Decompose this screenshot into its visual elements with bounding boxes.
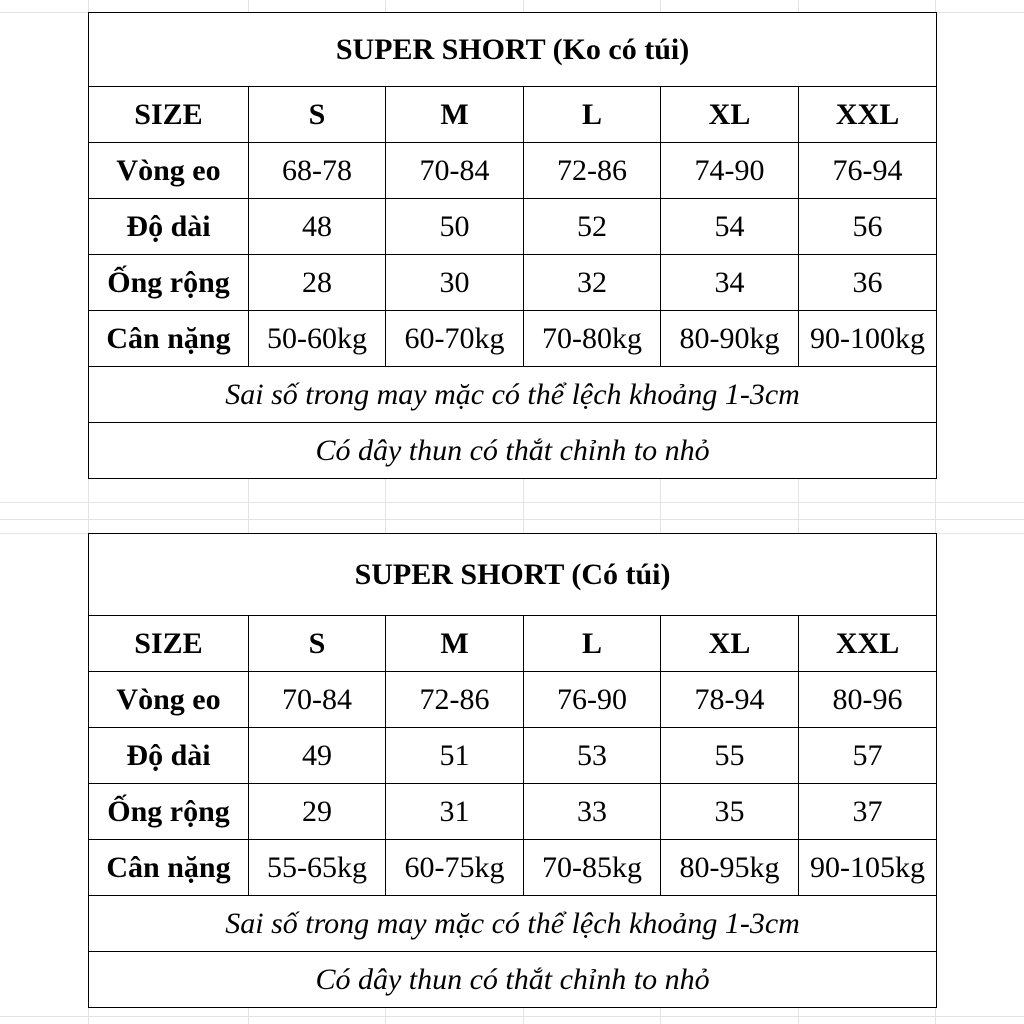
- table-cell: 68-78: [249, 143, 386, 199]
- table-cell: 30: [386, 255, 524, 311]
- table-cell: 37: [799, 784, 937, 840]
- table-row: [89, 728, 937, 784]
- note-tolerance: Sai số trong may mặc có thể lệch khoảng 1-3cm: [89, 367, 937, 423]
- note-tolerance: Sai số trong may mặc có thể lệch khoảng 1-3cm: [89, 896, 937, 952]
- table-cell: 60-75kg: [386, 840, 524, 896]
- table-cell: 32: [524, 255, 661, 311]
- table-cell: 28: [249, 255, 386, 311]
- row-label-weight: Cân nặng: [89, 311, 249, 367]
- table-cell: 35: [661, 784, 799, 840]
- note-elastic: Có dây thun có thắt chỉnh to nhỏ: [89, 952, 937, 1008]
- row-label-leg-width: Ống rộng: [89, 784, 249, 840]
- table-cell: 52: [524, 199, 661, 255]
- table-cell: 76-90: [524, 672, 661, 728]
- table-cell: 55-65kg: [249, 840, 386, 896]
- table-cell: 70-84: [386, 143, 524, 199]
- table-row: [89, 672, 937, 728]
- header-size: SIZE: [89, 616, 249, 672]
- table-cell: 50-60kg: [249, 311, 386, 367]
- table-cell: 90-100kg: [799, 311, 937, 367]
- table-cell: 57: [799, 728, 937, 784]
- table-cell: 72-86: [386, 672, 524, 728]
- table-cell: 48: [249, 199, 386, 255]
- row-label-waist: Vòng eo: [89, 143, 249, 199]
- table-title: SUPER SHORT (Có túi): [89, 534, 937, 616]
- header-s: S: [249, 87, 386, 143]
- table-cell: 50: [386, 199, 524, 255]
- table-cell: 51: [386, 728, 524, 784]
- table-cell: 70-80kg: [524, 311, 661, 367]
- table-cell: 76-94: [799, 143, 937, 199]
- table-cell: 60-70kg: [386, 311, 524, 367]
- table-cell: 80-95kg: [661, 840, 799, 896]
- row-label-weight: Cân nặng: [89, 840, 249, 896]
- row-label-waist: Vòng eo: [89, 672, 249, 728]
- header-l: L: [524, 616, 661, 672]
- table-row: [89, 311, 937, 367]
- table-cell: 90-105kg: [799, 840, 937, 896]
- table-cell: 55: [661, 728, 799, 784]
- header-l: L: [524, 87, 661, 143]
- header-m: M: [386, 616, 524, 672]
- header-m: M: [386, 87, 524, 143]
- header-xl: XL: [661, 87, 799, 143]
- table-cell: 29: [249, 784, 386, 840]
- table-cell: 54: [661, 199, 799, 255]
- table-cell: 74-90: [661, 143, 799, 199]
- row-label-length: Độ dài: [89, 199, 249, 255]
- header-s: S: [249, 616, 386, 672]
- note-elastic: Có dây thun có thắt chỉnh to nhỏ: [89, 423, 937, 479]
- table-cell: 80-90kg: [661, 311, 799, 367]
- header-size: SIZE: [89, 87, 249, 143]
- table-cell: 70-84: [249, 672, 386, 728]
- header-xl: XL: [661, 616, 799, 672]
- size-table-with-pocket: [88, 533, 937, 1008]
- header-xxl: XXL: [799, 616, 937, 672]
- table-cell: 49: [249, 728, 386, 784]
- table-cell: 72-86: [524, 143, 661, 199]
- size-table-no-pocket: [88, 12, 937, 479]
- table-cell: 70-85kg: [524, 840, 661, 896]
- table-row: [89, 199, 937, 255]
- table-cell: 31: [386, 784, 524, 840]
- table-row: [89, 255, 937, 311]
- table-cell: 34: [661, 255, 799, 311]
- row-label-leg-width: Ống rộng: [89, 255, 249, 311]
- table-cell: 33: [524, 784, 661, 840]
- table-cell: 78-94: [661, 672, 799, 728]
- table-cell: 56: [799, 199, 937, 255]
- row-label-length: Độ dài: [89, 728, 249, 784]
- table-row: [89, 840, 937, 896]
- header-xxl: XXL: [799, 87, 937, 143]
- table-cell: 53: [524, 728, 661, 784]
- table-row: [89, 784, 937, 840]
- table-cell: 80-96: [799, 672, 937, 728]
- table-title: SUPER SHORT (Ko có túi): [89, 13, 937, 87]
- table-row: [89, 143, 937, 199]
- table-cell: 36: [799, 255, 937, 311]
